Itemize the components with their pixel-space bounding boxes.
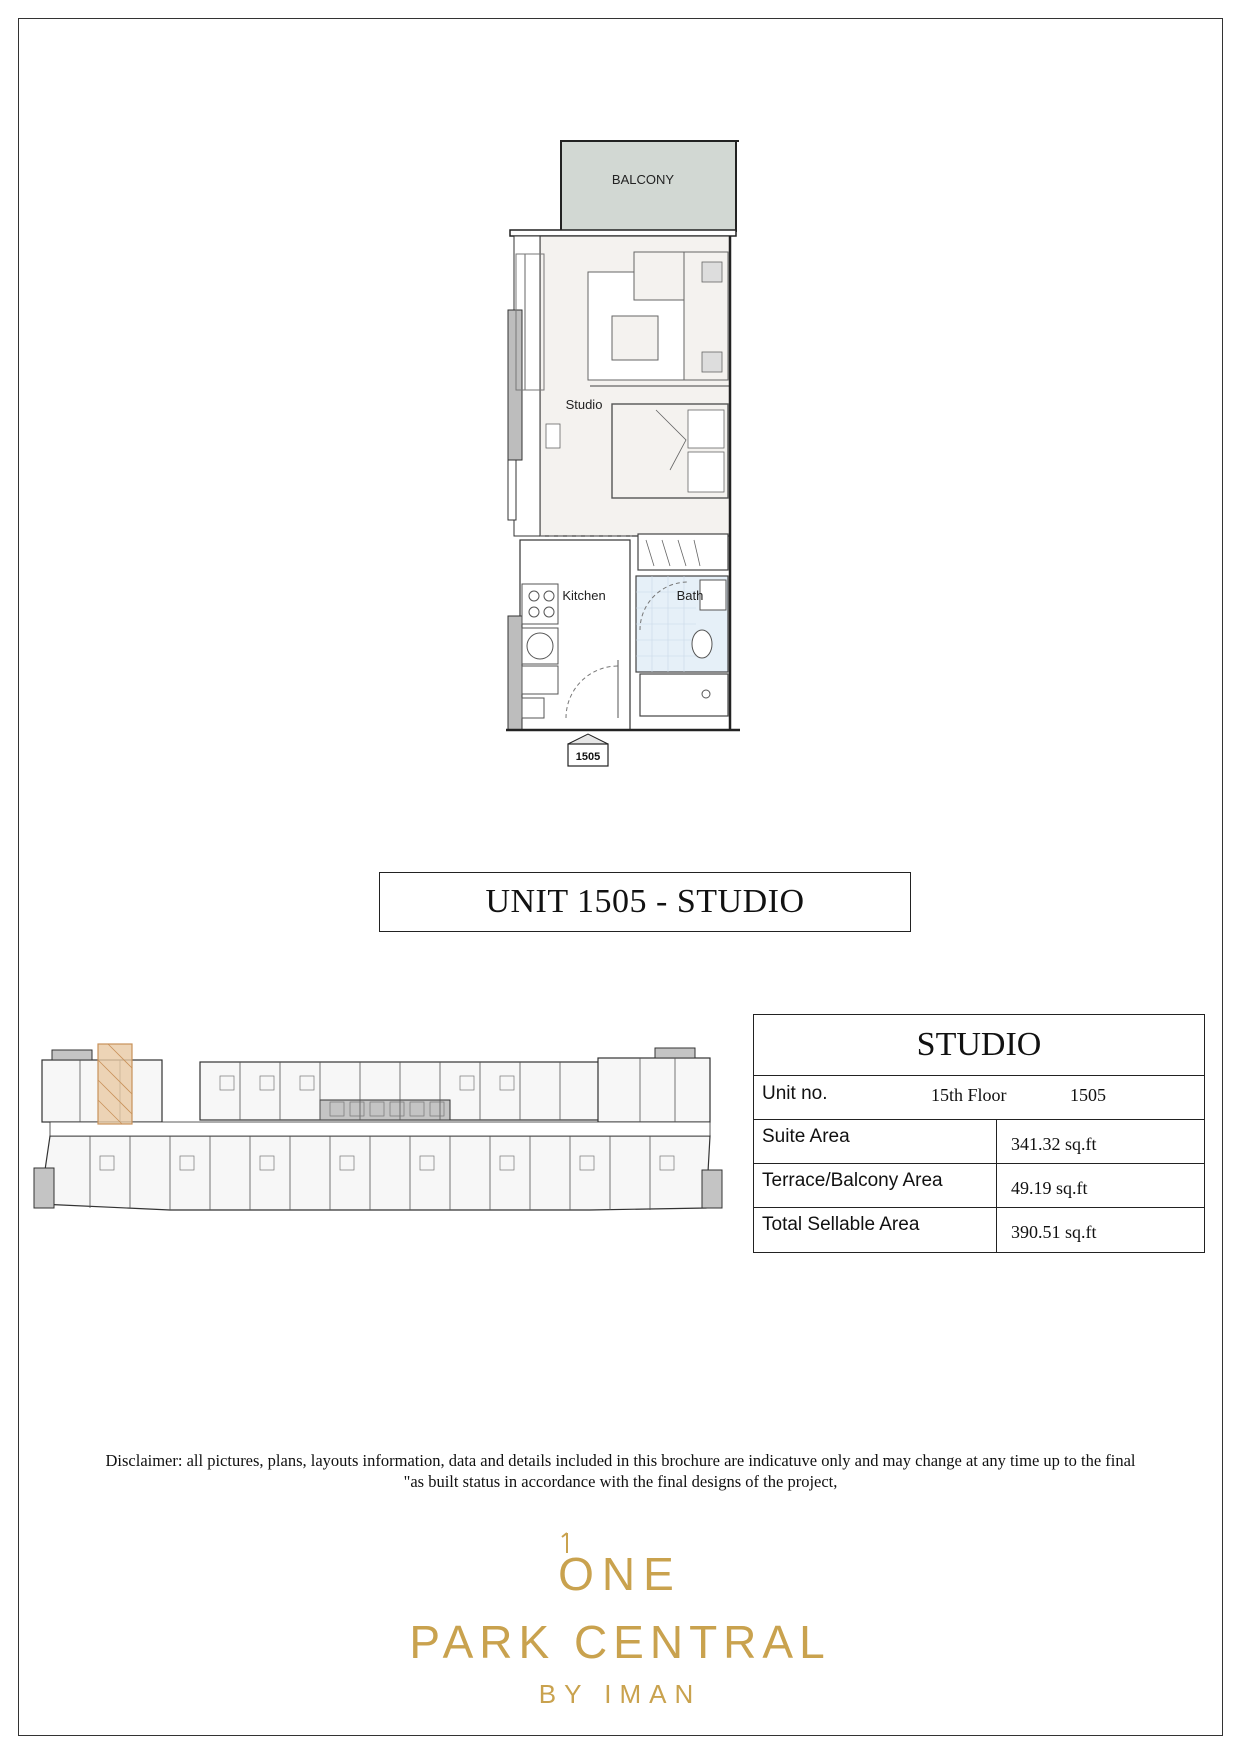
unit-floor-plan <box>500 138 740 774</box>
unit-no-label: Unit no. <box>762 1083 828 1104</box>
highlighted-unit <box>98 1044 132 1124</box>
studio-label: Studio <box>565 397 603 412</box>
balcony-area-value: 49.19 sq.ft <box>1011 1178 1088 1198</box>
floor-value: 15th Floor <box>931 1085 1007 1105</box>
table-row <box>754 1164 1204 1208</box>
suite-area-value: 341.32 sq.ft <box>1011 1134 1097 1154</box>
suite-area-label: Suite Area <box>754 1120 997 1163</box>
kitchen-label: Kitchen <box>562 588 606 603</box>
logo-line-3: BY IMAN <box>538 1679 702 1708</box>
logo-line-2: PARK CENTRAL <box>409 1616 831 1668</box>
table-heading: STUDIO <box>754 1015 1204 1076</box>
unit-title: UNIT 1505 - STUDIO <box>379 872 911 932</box>
table-row <box>754 1120 1204 1164</box>
disclaimer-line-1: Disclaimer: all pictures, plans, layouts information, data and details included in this brochure are indicatuve only and may change at any time up to the final <box>105 1451 1136 1470</box>
disclaimer-line-2: "as built status in accordance with the final designs of the project, <box>403 1472 838 1491</box>
bath-label: Bath <box>676 588 704 603</box>
total-area-label: Total Sellable Area <box>754 1208 997 1252</box>
unit-number-value: 1505 <box>1070 1085 1106 1105</box>
total-area-value: 390.51 sq.ft <box>1011 1222 1097 1242</box>
disclaimer <box>60 1450 1181 1492</box>
logo-line-1: ONE <box>558 1548 682 1600</box>
balcony-area-label: Terrace/Balcony Area <box>754 1164 997 1207</box>
floor-key-plan <box>30 1040 730 1220</box>
balcony-label: BALCONY <box>611 172 675 187</box>
unit-number-row <box>754 1076 1204 1120</box>
unit-info-table <box>753 1014 1205 1253</box>
brand-logo <box>300 1528 940 1708</box>
table-row <box>754 1208 1204 1252</box>
entry-tag-label: 1505 <box>575 751 601 763</box>
